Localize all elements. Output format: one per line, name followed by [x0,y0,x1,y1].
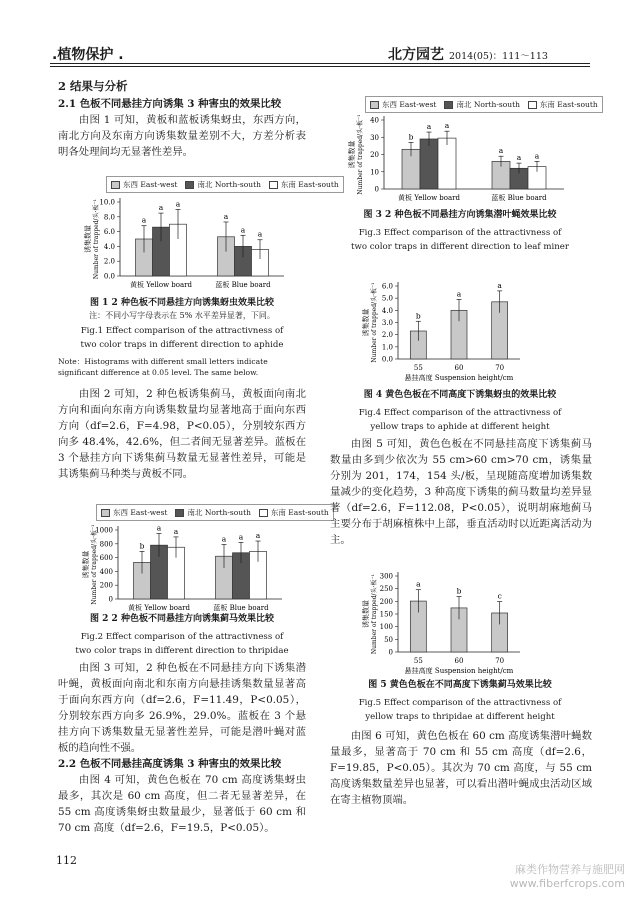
fig5-caption: 图 5 黄色色板在不同高度下诱集蓟马效果比较 Fig.5 Effect comparison of the attractivness of yellow traps to thripidae at different height [358,680,562,722]
legend-item-ew: 东西 East-west [101,507,167,518]
y-tick-label: 200 [379,597,393,606]
fig5-chart [350,568,550,676]
x-tick-label: 55 [413,364,423,372]
x-tick-label: 60 [454,364,464,372]
y-tick-label: 0 [374,185,379,194]
y-tick-label: 600 [99,554,113,563]
legend-item-ew: 东西 East-west [111,179,177,190]
fig2-caption: 图 2 2 种色板不同悬挂方向诱集蓟马效果比较 Fig.2 Effect comparison of the attractivness of two color traps in different direction to thripidae [75,614,289,656]
section-2-2-title: 2.2 色板不同悬挂高度诱集 3 种害虫的效果比较 [58,758,282,770]
y-axis-label-zh: 诱集数量 [362,308,370,337]
significance-letter: a [416,579,421,589]
x-tick-label: 蓝板 Blue board [491,194,547,202]
y-axis-label-en: Number of trapped/头·板⁻¹ [371,282,378,363]
significance-letter: a [156,523,162,533]
left-col-bottom [58,660,306,836]
section-header: .植物保护 . [52,47,124,63]
paragraph-fig1: 由图 1 可知，黄板和蓝板诱集蚜虫，东西方向，南北方向及东南方向诱集数量差别不大，方差分析表明各处理间均无显著性差异。 [58,114,306,158]
y-tick-label: 40 [370,116,379,125]
x-tick-label: 黄板 Yellow board [130,281,192,289]
y-axis-label-zh: 诱集数量 [82,550,90,579]
fig3-chart [340,110,570,205]
paragraph-fig6: 由图 6 可知，黄色色板在 60 cm 高度诱集潜叶蝇数量最多，显著高于 70 cm 和 55 cm 高度（df=2.6，F=19.85，P<0.05）。其次为 70 cm 高度，与 55 cm 高度诱集数量差异也显著，可以看出潜叶蝇成虫活动区域在寄主植物顶端。 [330,730,592,806]
paragraph-fig5: 由图 5 可知，黄色色板在不同悬挂高度下诱集蓟马数量由多到少依次为 55 cm>60 cm>70 cm，诱集量分别为 201，174，154 头/板，呈现随高度增加诱集数量减少的变化趋势，3 种高度下诱集的蓟马数量均差异显著（df=2.6，F=112.08，P<0.05），说明胡麻地蓟马主要分布于胡麻植株中上部，垂直活动时以近距离活动为主。 [330,438,592,546]
legend-item-ns: 南北 North-south [185,179,260,190]
significance-letter: a [456,289,462,299]
y-tick-label: 1000 [95,526,113,535]
significance-letter: a [240,225,246,235]
y-tick-label: 100 [379,623,393,632]
y-tick-label: 0.0 [103,272,115,281]
x-axis-label: 悬挂高度 Suspension height/cm [404,667,514,675]
y-tick-label: 1.0 [381,343,393,352]
y-tick-label: 8.0 [103,213,115,222]
bar [420,139,438,189]
y-tick-label: 800 [99,540,113,549]
fig1-caption [58,296,306,310]
header-rule-thin [50,66,590,67]
significance-letter: a [498,146,504,156]
fig1-note-zh: 注：不同小写字母表示在 5% 水平差异显著，下同。 [89,311,275,320]
significance-letter: b [456,586,462,596]
y-tick-label: 0 [388,648,393,657]
fig2-chart [68,520,288,615]
bar [438,138,456,189]
y-axis-label-en: Number of trapped/头·板⁻¹ [357,114,364,195]
significance-letter: a [158,203,164,213]
section-2-title: 2 结果与分析 [58,79,128,93]
significance-letter: a [257,229,263,239]
paragraph-fig3: 由图 3 可知，2 种色板在不同悬挂方向下诱集潜叶蝇，黄板面向南北和东南方向悬挂诱集数量显著高于面向东西方向（df=2.6，F=11.49，P<0.05），分别较东西方向多 26.9%，29.0%。蓝板在 3 个悬挂方向下诱集数量无显著性差异，可能是潜叶蝇对蓝板的趋向性不强。 [58,662,306,754]
paragraph-fig2: 由图 2 可知，2 种色板诱集蓟马，黄板面向南北方向和面向东南方向诱集数量均显著地高于面向东西方向（df=2.6，F=4.98，P<0.05），分别较东西方向多 48.4%，42.6%，但二者间无显著差异。蓝板在 3 个悬挂方向下诱集蓟马数量无显著性差异，可能是其诱集蓟马种类与黄板不同。 [58,388,306,480]
x-axis-label: 悬挂高度 Suspension height/cm [404,374,514,382]
significance-letter: a [223,211,229,221]
y-tick-label: 250 [379,585,393,594]
y-tick-label: 400 [99,567,113,576]
x-tick-label: 70 [495,657,505,665]
significance-letter: a [497,280,502,290]
legend-item-ns: 南北 North-south [444,99,519,110]
y-axis-label-zh: 诱集数量 [348,140,356,169]
legend-item-es: 东南 East-south [528,99,598,110]
fig4-caption: 图 4 黄色色板在不同高度下诱集蚜虫的效果比较 Fig.4 Effect comparison of the attractivness of yellow traps to aphide at different height [358,390,562,432]
fig4-chart [350,278,550,383]
y-tick-label: 150 [379,610,393,619]
y-tick-label: 30 [370,133,379,142]
y-tick-label: 200 [99,581,113,590]
watermark: 麻类作物营养与施肥网 www.fiberfcrops.com [509,863,625,890]
y-tick-label: 4.0 [381,306,393,315]
y-tick-label: 3.0 [381,319,393,327]
y-axis-label-en: Number of trapped/头·板⁻¹ [371,573,378,655]
x-tick-label: 黄板 Yellow board [128,604,190,612]
x-tick-label: 黄板 Yellow board [398,194,460,202]
right-col-mid [330,436,592,548]
y-tick-label: 2.0 [381,331,393,340]
significance-letter: b [139,541,145,551]
significance-letter: a [255,531,261,541]
y-axis-label-en: Number of trapped/头·板⁻¹ [91,524,98,605]
fig1-caption-en: Fig.1 Effect comparison of the attractivness of two color traps in different direction to aphide [80,326,284,350]
fig2-legend [96,504,334,521]
journal-name: 北方园艺 [388,47,444,63]
y-axis-label-en: Number of trapped/头·板⁻¹ [93,198,100,280]
fig3-caption: 图 3 2 种色板不同悬挂方向诱集潜叶蝇效果比较 Fig.3 Effect comparison of the attractivness of two color traps in different direction to leaf miner [351,210,569,252]
significance-letter: a [516,153,522,163]
journal-volume: 2014(05)：111～113 [449,51,548,62]
page-number: 112 [56,854,77,867]
y-tick-label: 4.0 [103,242,115,251]
fig1-chart [70,192,290,292]
x-tick-label: 蓝板 Blue board [215,281,271,289]
legend-item-ew: 东西 East-west [370,99,436,110]
significance-letter: b [415,311,421,321]
y-tick-label: 0 [108,595,113,604]
x-tick-label: 70 [495,364,505,372]
legend-item-es: 东南 East-south [269,179,339,190]
y-tick-label: 300 [379,572,393,581]
significance-letter: a [141,215,147,225]
significance-letter: a [175,199,181,209]
journal-header [388,44,548,64]
left-col-mid [58,386,306,482]
y-tick-label: 10 [370,168,379,177]
significance-letter: a [221,534,227,544]
significance-letter: c [497,591,502,601]
left-col-top [58,78,306,160]
significance-letter: b [408,132,414,142]
fig1-legend [106,176,344,193]
y-tick-label: 20 [370,151,379,159]
significance-letter: a [173,526,179,536]
significance-letter: a [426,122,432,132]
section-2-1-title: 2.1 色板不同悬挂方向诱集 3 种害虫的效果比较 [58,98,282,110]
x-tick-label: 蓝板 Blue board [213,604,269,612]
fig1-note-en: Note：Histograms with different small letters indicate significant difference at 0.05 level. The same below. [58,357,268,377]
y-tick-label: 2.0 [103,257,115,266]
y-tick-label: 6.0 [381,282,393,291]
y-tick-label: 10.0 [99,198,115,207]
right-col-bottom [330,728,592,808]
legend-item-es: 东南 East-south [259,507,329,518]
y-axis-label-zh: 诱集数量 [84,225,92,253]
header-rule [50,63,590,64]
y-tick-label: 50 [384,635,393,644]
paragraph-fig4: 由图 4 可知，黄色色板在 70 cm 高度诱集蚜虫最多，其次是 60 cm 高度，但二者无显著差异，在 55 cm 高度诱集蚜虫数量最少，显著低于 60 cm 和 70 cm 高度（df=2.6，F=19.5，P<0.05）。 [58,774,306,834]
fig1-caption-zh: 图 1 2 种色板不同悬挂方向诱集蚜虫效果比较 [90,298,274,308]
y-tick-label: 5.0 [381,294,393,303]
significance-letter: a [238,532,244,542]
x-tick-label: 60 [454,657,464,665]
y-axis-label-zh: 诱集数量 [362,600,370,628]
y-tick-label: 6.0 [103,228,115,237]
x-tick-label: 55 [413,657,423,665]
legend-item-ns: 南北 North-south [175,507,250,518]
significance-letter: a [444,121,450,131]
y-tick-label: 0.0 [381,355,393,364]
significance-letter: a [534,151,540,161]
